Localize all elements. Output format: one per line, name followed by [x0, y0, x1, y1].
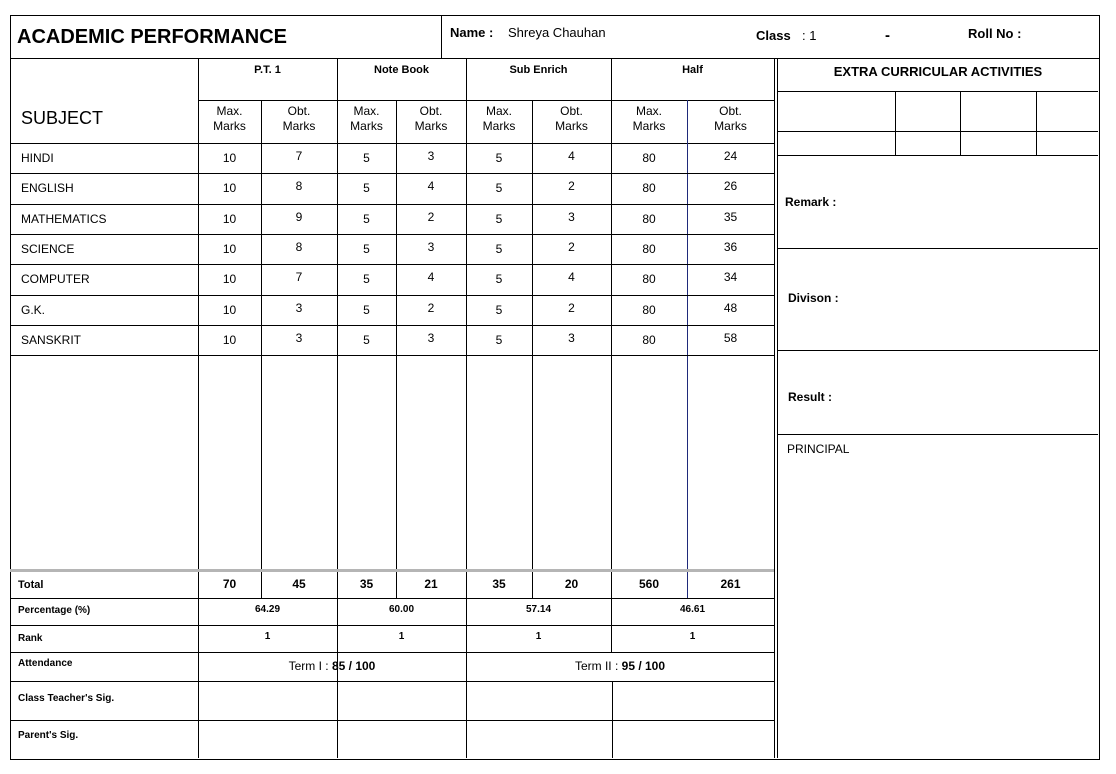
total-cell: 70 [222, 577, 237, 591]
mark-cell: 7 [295, 149, 303, 163]
column-header-line [10, 143, 774, 144]
roll-label: Roll No : [968, 26, 1022, 41]
mark-cell: 5 [363, 151, 370, 165]
mark-cell: 24 [723, 149, 738, 163]
mark-cell: 4 [427, 270, 435, 285]
mark-cell: 9 [295, 209, 303, 224]
mark-cell: 80 [642, 302, 656, 317]
mark-cell: 4 [568, 270, 575, 285]
mark-cell: 5 [363, 332, 370, 347]
name-label: Name : [450, 25, 494, 40]
mark-cell: 2 [568, 300, 575, 315]
percentage-cell: 46.61 [679, 604, 706, 615]
result-bottom-line [777, 434, 1098, 435]
rank-cell: 1 [689, 631, 696, 642]
student-name: Shreya Chauhan [508, 25, 606, 40]
group-header-notebook: Note Book [374, 64, 429, 76]
mark-cell: 80 [642, 181, 656, 196]
subject-name: MATHEMATICS [21, 211, 107, 226]
rank-cell: 1 [535, 631, 542, 642]
mark-cell: 5 [495, 241, 503, 256]
obt-marks-header: Obt. Marks [414, 104, 448, 133]
eca-title: EXTRA CURRICULAR ACTIVITIES [833, 64, 1043, 79]
mark-cell: 8 [295, 239, 303, 254]
mark-cell: 10 [222, 241, 237, 256]
section-value: - [885, 27, 890, 44]
total-cell: 35 [492, 577, 506, 591]
half-blue-divider [687, 100, 688, 598]
mark-cell: 35 [723, 209, 738, 224]
teacher-sig-bottom-line [10, 720, 774, 721]
mark-cell: 3 [427, 330, 435, 345]
subject-name: ENGLISH [21, 181, 74, 196]
mark-cell: 10 [222, 181, 237, 196]
mark-cell: 10 [222, 302, 237, 317]
table-right-border [774, 58, 775, 758]
mark-cell: 5 [363, 211, 370, 226]
mark-cell: 2 [427, 300, 435, 315]
total-cell: 21 [424, 577, 438, 591]
rank-cell: 1 [398, 631, 405, 642]
mark-cell: 7 [295, 270, 303, 285]
term2-label: Term II : [574, 659, 619, 673]
mark-cell: 58 [723, 330, 738, 345]
mark-cell: 2 [427, 209, 435, 224]
col-line [532, 100, 533, 598]
total-cell: 560 [638, 577, 660, 591]
mark-cell: 80 [642, 332, 656, 347]
result-label: Result : [788, 390, 833, 404]
row-line [10, 325, 774, 326]
class-label: Class [756, 28, 791, 43]
mark-cell: 26 [723, 179, 738, 194]
mark-cell: 5 [363, 302, 370, 317]
remark-label: Remark : [785, 195, 837, 209]
mark-cell: 5 [495, 332, 503, 347]
rank-label: Rank [18, 633, 43, 644]
mark-cell: 80 [642, 272, 656, 287]
subject-name: SCIENCE [21, 241, 75, 256]
total-bottom-line [10, 598, 774, 599]
attendance-bottom-line [10, 681, 774, 682]
mark-cell: 80 [642, 211, 656, 226]
max-marks-header: Max. Marks [632, 104, 666, 133]
eca-left-border [777, 58, 778, 758]
row-line [10, 204, 774, 205]
mark-cell: 3 [427, 149, 435, 163]
subject-name: HINDI [21, 151, 54, 165]
mark-cell: 5 [495, 181, 503, 196]
mark-cell: 5 [495, 211, 503, 226]
subject-name: COMPUTER [21, 272, 90, 287]
subject-name: SANSKRIT [21, 332, 82, 347]
row-line [10, 234, 774, 235]
class-value: : 1 [802, 28, 817, 43]
percentage-cell: 64.29 [254, 604, 281, 615]
total-grey-line [10, 569, 774, 572]
percentage-cell: 60.00 [388, 604, 415, 615]
term2-attendance [466, 659, 774, 673]
eca-col-line [960, 91, 961, 155]
percent-bottom-line [10, 625, 774, 626]
term1-label: Term I : [288, 659, 329, 673]
group-header-subenrich: Sub Enrich [509, 64, 568, 76]
mark-cell: 34 [723, 270, 738, 285]
mark-cell: 36 [723, 239, 738, 254]
eca-line-2 [777, 131, 1098, 132]
mark-cell: 3 [568, 330, 575, 345]
subject-name: G.K. [21, 302, 46, 317]
obt-marks-header: Obt. Marks [714, 104, 747, 133]
mark-cell: 10 [222, 211, 237, 226]
mark-cell: 2 [568, 179, 575, 194]
mark-cell: 10 [222, 272, 237, 287]
col-line [396, 100, 397, 598]
col-line [261, 100, 262, 598]
mark-cell: 48 [723, 300, 738, 315]
percentage-label: Percentage (%) [18, 605, 91, 616]
total-cell: 20 [564, 577, 579, 591]
mark-cell: 3 [295, 330, 303, 345]
rows-end-line [10, 355, 774, 356]
eca-line-3 [777, 155, 1098, 156]
group-header-half: Half [682, 64, 703, 76]
teacher-sig-label: Class Teacher's Sig. [18, 693, 115, 704]
total-cell: 35 [359, 577, 374, 591]
mark-cell: 8 [295, 179, 303, 194]
mark-cell: 3 [427, 239, 435, 254]
parent-sig-label: Parent's Sig. [18, 730, 79, 741]
rank-cell: 1 [264, 631, 271, 642]
mark-cell: 4 [427, 179, 435, 194]
division-bottom-line [777, 350, 1098, 351]
mark-cell: 3 [568, 209, 575, 224]
rank-bottom-line [10, 652, 774, 653]
mark-cell: 4 [568, 149, 575, 163]
principal-label: PRINCIPAL [787, 442, 850, 456]
row-line [10, 173, 774, 174]
mark-cell: 5 [495, 151, 503, 165]
row-line [10, 264, 774, 265]
mark-cell: 5 [363, 241, 370, 256]
remark-bottom-line [777, 248, 1098, 249]
term1-attendance [198, 659, 466, 673]
attendance-label: Attendance [18, 658, 73, 669]
division-label: Divison : [788, 291, 839, 305]
total-cell: 261 [720, 577, 741, 591]
mark-cell: 5 [495, 302, 503, 317]
page-title: ACADEMIC PERFORMANCE [17, 26, 287, 48]
mark-cell: 10 [222, 151, 237, 165]
mark-cell: 10 [222, 332, 237, 347]
max-marks-header: Max. Marks [213, 104, 246, 133]
mark-cell: 3 [295, 300, 303, 315]
mark-cell: 80 [642, 241, 656, 256]
term2-value: 95 / 100 [621, 659, 666, 673]
mark-cell: 5 [495, 272, 503, 287]
eca-col-line [895, 91, 896, 155]
group-header-pt1: P.T. 1 [254, 64, 281, 76]
mark-cell: 80 [642, 151, 656, 165]
eca-col-line [1036, 91, 1037, 155]
mark-cell: 5 [363, 181, 370, 196]
header-divider [441, 15, 442, 58]
total-cell: 45 [292, 577, 306, 591]
max-marks-header: Max. Marks [350, 104, 383, 133]
mark-cell: 5 [363, 272, 370, 287]
header-bottom-line [10, 58, 1100, 59]
row-line [10, 295, 774, 296]
eca-line-1 [777, 91, 1098, 92]
term1-value: 85 / 100 [331, 659, 376, 673]
mark-cell: 2 [568, 239, 575, 254]
percentage-cell: 57.14 [525, 604, 552, 615]
obt-marks-header: Obt. Marks [555, 104, 588, 133]
total-label: Total [18, 579, 44, 591]
subject-header: SUBJECT [21, 108, 104, 128]
max-marks-header: Max. Marks [482, 104, 516, 133]
obt-marks-header: Obt. Marks [282, 104, 316, 133]
